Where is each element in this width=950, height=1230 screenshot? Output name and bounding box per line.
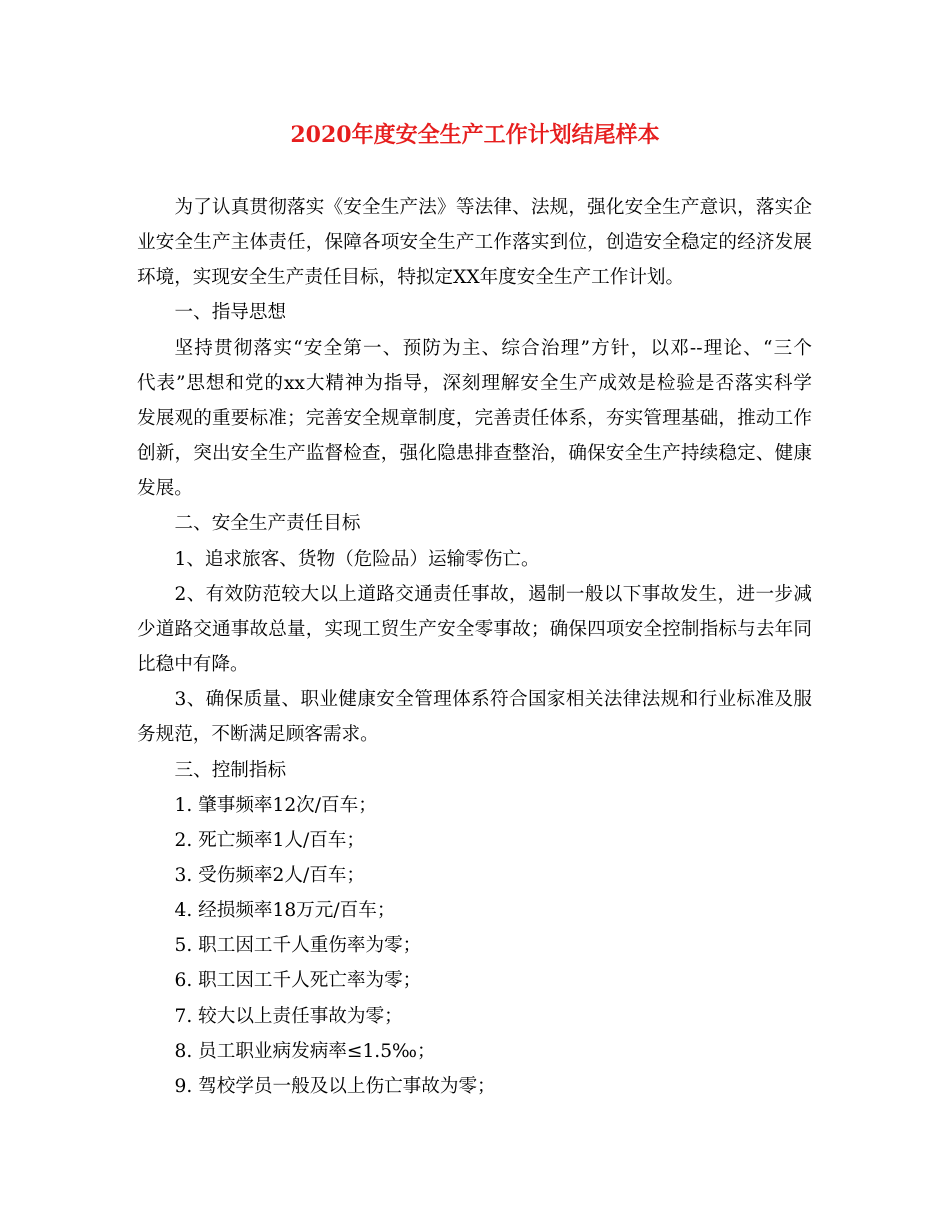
- paragraph-line: 创新，突出安全生产监督检查，强化隐患排查整治，确保安全生产持续稳定、健康: [137, 443, 812, 465]
- indicator-list-item: 8. 员工职业病发病率≤1.5‰；: [174, 1040, 436, 1062]
- intro-line: 业安全生产主体责任，保障各项安全生产工作落实到位，创造安全稳定的经济发展: [137, 232, 812, 254]
- paragraph-line: 坚持贯彻落实“安全第一、预防为主、综合治理”方针，以邓--理论、“三个: [174, 337, 812, 359]
- indicator-list-item: 4. 经损频率18万元/百车；: [174, 900, 396, 922]
- goal-item-line: 3、确保质量、职业健康安全管理体系符合国家相关法律法规和行业标准及服: [174, 689, 812, 711]
- indicator-list-item: 9. 驾校学员一般及以上伤亡事故为零；: [174, 1075, 496, 1097]
- indicator-list-item: 3. 受伤频率2人/百车；: [174, 864, 365, 886]
- indicator-list-item: 5. 职工因工千人重伤率为零；: [174, 935, 422, 957]
- paragraph-line: 代表”思想和党的xx大精神为指导，深刻理解安全生产成效是检验是否落实科学: [137, 372, 812, 394]
- indicator-list-item: 7. 较大以上责任事故为零；: [174, 1005, 403, 1027]
- section-heading-guiding-ideology: 一、指导思想: [174, 302, 287, 324]
- goal-item-line: 少道路交通事故总量，实现工贸生产安全零事故；确保四项安全控制指标与去年同: [137, 618, 812, 640]
- goal-item-line: 务规范，不断满足顾客需求。: [137, 724, 379, 746]
- paragraph-line: 发展观的重要标准；完善安全规章制度，完善责任体系，夯实管理基础，推动工作: [137, 407, 812, 429]
- section-heading-control-indicators: 三、控制指标: [174, 759, 287, 781]
- page-title: 2020年度安全生产工作计划结尾样本: [290, 122, 660, 148]
- section-heading-responsibility-goals: 二、安全生产责任目标: [174, 513, 361, 535]
- intro-line: 为了认真贯彻落实《安全生产法》等法律、法规，强化安全生产意识，落实企: [174, 197, 812, 218]
- goal-item-line: 1、追求旅客、货物（危险品）运输零伤亡。: [174, 548, 540, 570]
- indicator-list-item: 6. 职工因工千人死亡率为零；: [174, 970, 422, 992]
- paragraph-line: 发展。: [137, 478, 193, 500]
- indicator-list-item: 2. 死亡频率1人/百车；: [174, 829, 365, 851]
- intro-line: 环境，实现安全生产责任目标，特拟定XX年度安全生产工作计划。: [137, 267, 685, 289]
- indicator-list-item: 1. 肇事频率12次/百车；: [174, 794, 377, 816]
- goal-item-line: 2、有效防范较大以上道路交通责任事故，遏制一般以下事故发生，进一步减: [174, 583, 812, 605]
- document-body: [137, 190, 812, 1104]
- goal-item-line: 比稳中有降。: [137, 654, 249, 676]
